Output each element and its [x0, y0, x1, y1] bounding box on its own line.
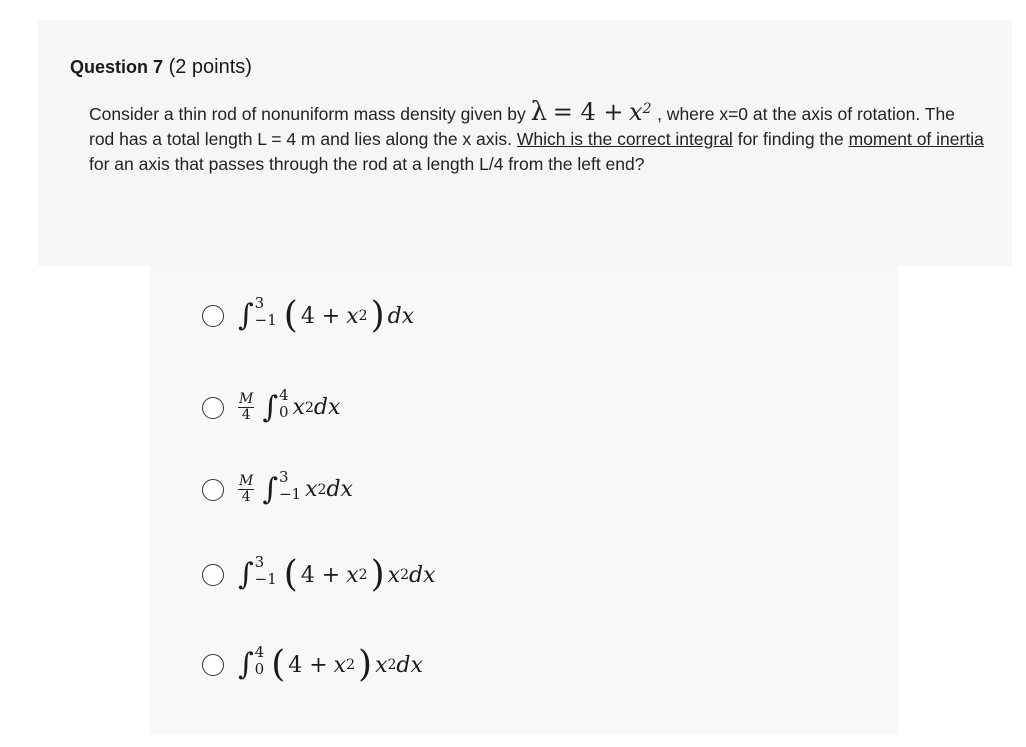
- upper-limit: 4: [254, 643, 265, 661]
- upper-limit: 4: [278, 385, 289, 404]
- upper-limit: 3: [254, 294, 265, 312]
- answer-option-5[interactable]: [202, 643, 423, 685]
- lower-limit: −1: [254, 311, 277, 329]
- integral-limits: [278, 385, 289, 421]
- option-formula: [238, 553, 436, 595]
- radio-button[interactable]: [202, 305, 224, 327]
- factor-exponent: 2: [387, 657, 397, 673]
- formula-var: x: [629, 97, 643, 126]
- integrand-constant: 4 +: [300, 303, 341, 329]
- integral-limits: [278, 467, 302, 503]
- fraction-numerator: M: [239, 473, 254, 489]
- question-text-part3: for finding the: [737, 129, 844, 150]
- integral-limits: [254, 553, 277, 588]
- answer-option-2[interactable]: [202, 385, 341, 425]
- integrand-constant: 4 +: [288, 652, 328, 678]
- integral: [238, 553, 277, 592]
- integral: [262, 385, 289, 425]
- integral-sign: ∫: [262, 389, 278, 425]
- answer-option-1[interactable]: [202, 294, 415, 336]
- integrand-constant: 4 +: [300, 562, 341, 588]
- lambda-symbol: λ: [530, 96, 548, 127]
- density-formula: [530, 96, 657, 127]
- factor-exponent: 2: [400, 567, 409, 583]
- radio-button[interactable]: [202, 654, 224, 676]
- integrand-exponent: 2: [304, 399, 314, 416]
- factor-var: x: [375, 652, 388, 678]
- lower-limit: −1: [278, 484, 302, 503]
- question-text-part4: for an axis that passes through the rod at a length L/4 from the left end?: [89, 153, 645, 174]
- integrand-var: x: [333, 652, 347, 678]
- differential: dx: [387, 303, 415, 329]
- integrand-exponent: 2: [317, 481, 327, 498]
- integral: [238, 294, 277, 333]
- differential: dx: [396, 652, 423, 678]
- integral: [262, 467, 302, 507]
- question-text: [89, 97, 984, 176]
- option-formula: [238, 385, 341, 425]
- integrand-var: x: [292, 395, 305, 420]
- question-text-part2: , where x=0 at the axis of rotation. The rod has a total length L = 4 m and lies along the x axis.: [89, 103, 955, 150]
- lower-limit: 0: [278, 402, 289, 421]
- integral-sign: ∫: [238, 557, 254, 592]
- question-points: (2 points): [168, 56, 252, 78]
- answer-option-4[interactable]: [202, 553, 436, 595]
- integral-limits: [254, 643, 265, 678]
- question-number: Question 7: [70, 57, 164, 77]
- integrand-exponent: 2: [346, 657, 356, 673]
- option-formula: [238, 294, 415, 336]
- fraction-denominator: 4: [241, 489, 251, 505]
- factor-var: x: [387, 562, 401, 588]
- lower-limit: 0: [254, 660, 265, 678]
- fraction-numerator: M: [239, 391, 254, 407]
- open-paren: (: [283, 295, 298, 336]
- option-formula: [238, 467, 353, 507]
- underlined-integral-phrase: Which is the correct integral: [516, 129, 733, 150]
- radio-button[interactable]: [202, 397, 224, 419]
- fraction-denominator: 4: [241, 407, 251, 423]
- differential: dx: [313, 395, 341, 420]
- differential: dx: [408, 562, 436, 588]
- integrand-exponent: 2: [358, 308, 368, 324]
- open-paren: (: [283, 554, 298, 595]
- option-formula: [238, 643, 423, 685]
- close-paren: ): [370, 554, 385, 595]
- question-text-part1: Consider a thin rod of nonuniform mass density given by: [89, 103, 526, 124]
- open-paren: (: [271, 644, 286, 685]
- integral-limits: [254, 294, 277, 329]
- formula-equals: = 4 +: [552, 97, 624, 126]
- differential: dx: [326, 477, 353, 502]
- close-paren: ): [370, 295, 385, 336]
- coefficient-fraction: [238, 392, 254, 423]
- integrand-var: x: [346, 562, 359, 588]
- radio-button[interactable]: [202, 479, 224, 501]
- upper-limit: 3: [254, 553, 265, 571]
- question-title: [70, 56, 252, 79]
- upper-limit: 3: [278, 467, 289, 486]
- integrand-var: x: [346, 303, 359, 329]
- lower-limit: −1: [254, 570, 277, 588]
- integrand-var: x: [305, 477, 318, 502]
- integral-sign: ∫: [238, 647, 254, 682]
- integral-sign: ∫: [262, 471, 278, 507]
- coefficient-fraction: [238, 474, 254, 505]
- answer-option-3[interactable]: [202, 467, 353, 507]
- close-paren: ): [358, 644, 373, 685]
- underlined-moment-phrase: moment of inertia: [848, 129, 984, 150]
- radio-button[interactable]: [202, 564, 224, 586]
- integrand-exponent: 2: [358, 567, 368, 583]
- integral-sign: ∫: [238, 298, 254, 333]
- formula-exponent: 2: [642, 101, 652, 117]
- integral: [238, 643, 265, 682]
